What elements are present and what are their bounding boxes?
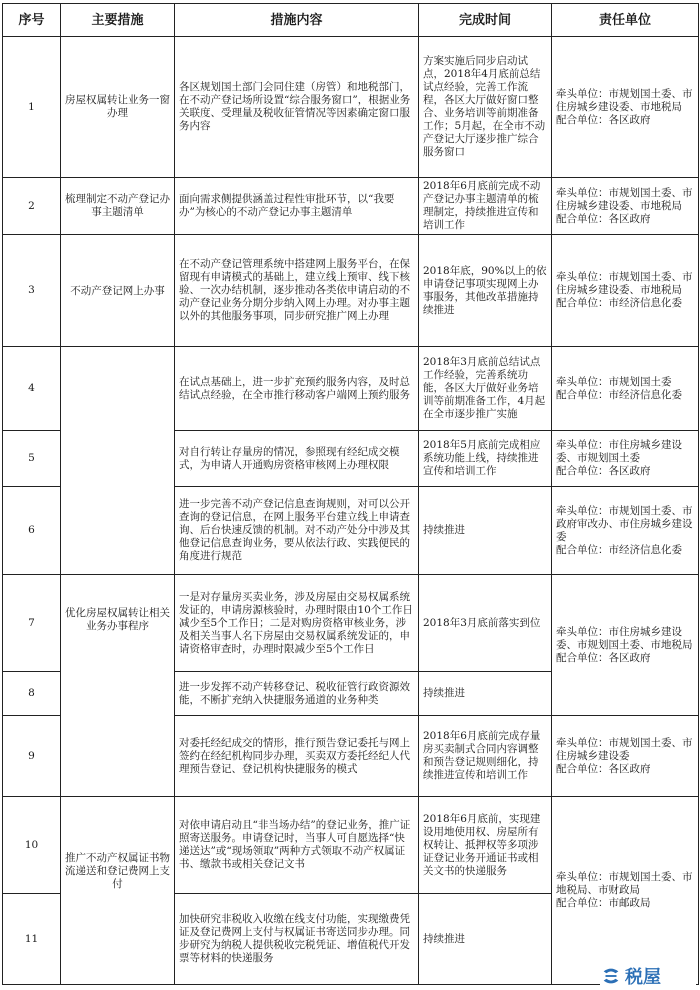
row-content: 对自行转让存量房的情况，参照现有经纪成交模式，为申请人开通购房资格审核网上办理权限 bbox=[175, 431, 419, 487]
row-time: 持续推进 bbox=[419, 487, 552, 575]
row-content: 对委托经纪成交的情形，推行预告登记委托与网上签约在经纪机构同步办理，买卖双方委托经纪人代理预告登记、登记机构快捷服务的模式 bbox=[175, 716, 419, 797]
header-content: 措施内容 bbox=[175, 4, 419, 37]
row-measure: 梳理制定不动产登记办事主题清单 bbox=[61, 178, 175, 235]
row-measure: 推广不动产权属证书物流递送和登记费网上支付 bbox=[61, 797, 175, 985]
measures-table bbox=[2, 3, 699, 985]
table-row bbox=[3, 37, 699, 178]
row-time: 2018年底，90%以上的依申请登记事项实现网上办事服务，其他改革措施持续推进 bbox=[419, 235, 552, 347]
row-unit: 牵头单位：市住房城乡建设委、市规划国土委、市地税局 配合单位：各区政府 bbox=[552, 575, 699, 716]
row-num: 1 bbox=[3, 37, 61, 178]
row-content: 在不动产登记管理系统中搭建网上服务平台，在保留现有申请模式的基础上，建立线上预审、线下核验、一次办结机制，逐步推动各类依申请启动的不动产登记业务分期分步纳入网上办理。对办事主题以外的其他服务事项，同步研究推广网上办理 bbox=[175, 235, 419, 347]
row-unit: 牵头单位：市规划国土委、市住房城乡建设委、市地税局 配合单位：各区政府 bbox=[552, 178, 699, 235]
logo-text: 税屋 bbox=[625, 967, 661, 988]
table-row bbox=[3, 797, 699, 894]
row-time: 2018年6月底前完成存量房买卖制式合同内容调整和预告登记规则细化，持续推进宣传和培训工作 bbox=[419, 716, 552, 797]
row-num: 2 bbox=[3, 178, 61, 235]
table-row bbox=[3, 347, 699, 431]
row-num: 6 bbox=[3, 487, 61, 575]
header-num: 序号 bbox=[3, 4, 61, 37]
row-num: 11 bbox=[3, 894, 61, 985]
watermark-logo bbox=[600, 964, 696, 988]
row-content: 各区规划国土部门会同住建（房管）和地税部门，在不动产登记场所设置“综合服务窗口”，根据业务关联度、受理量及税收征管情况等因素确定窗口服务内容 bbox=[175, 37, 419, 178]
header-unit: 责任单位 bbox=[552, 4, 699, 37]
header-measure: 主要措施 bbox=[61, 4, 175, 37]
row-time: 持续推进 bbox=[419, 894, 552, 985]
row-unit: 牵头单位：市规划国土委、市地税局、市财政局 配合单位：市邮政局 bbox=[552, 797, 699, 985]
row-num: 3 bbox=[3, 235, 61, 347]
header-time: 完成时间 bbox=[419, 4, 552, 37]
table-row bbox=[3, 235, 699, 347]
row-content: 一是对存量房买卖业务，涉及房屋由交易权属系统发证的，申请房源核验时，办理时限由10个工作日减少至5个工作日；二是对购房资格审核业务，涉及相关当事人名下房屋由交易权属系统发证的，申请资格审查时，办理时限减少至5个工作日 bbox=[175, 575, 419, 672]
row-unit: 牵头单位：市规划国土委 配合单位：市经济信息化委 bbox=[552, 347, 699, 431]
table-row bbox=[3, 178, 699, 235]
row-unit: 牵头单位：市规划国土委、市住房城乡建设委 配合单位：各区政府 bbox=[552, 716, 699, 797]
row-time: 2018年6月底前，实现建设用地使用权、房屋所有权转让、抵押权等多项涉证登记业务开通证书或相关文书的快递服务 bbox=[419, 797, 552, 894]
row-unit: 牵头单位：市规划国土委、市住房城乡建设委、市地税局 配合单位：市经济信息化委 bbox=[552, 235, 699, 347]
row-time: 2018年6月底前完成不动产登记办事主题清单的梳理制定，持续推进宣传和培训工作 bbox=[419, 178, 552, 235]
row-time: 2018年3月底前落实到位 bbox=[419, 575, 552, 672]
row-content: 加快研究非税收入收缴在线支付功能，实现缴费凭证及登记费网上支付与权属证书寄送同步办理。同步研究为纳税人提供税收完税凭证、增值税代开发票等材料的快递服务 bbox=[175, 894, 419, 985]
row-num: 9 bbox=[3, 716, 61, 797]
row-num: 4 bbox=[3, 347, 61, 431]
row-time: 2018年5月底前完成相应系统功能上线，持续推进宣传和培训工作 bbox=[419, 431, 552, 487]
row-num: 5 bbox=[3, 431, 61, 487]
row-unit: 牵头单位：市规划国土委、市政府审改办、市住房城乡建设委 配合单位：市经济信息化委 bbox=[552, 487, 699, 575]
row-measure-merged bbox=[61, 347, 175, 575]
row-num: 8 bbox=[3, 672, 61, 716]
row-content: 进一步发挥不动产转移登记、税收征管行政资源效能，不断扩充纳入快捷服务通道的业务种类 bbox=[175, 672, 419, 716]
row-content: 面向需求侧提供涵盖过程性审批环节，以“我要办”为核心的不动产登记办事主题清单 bbox=[175, 178, 419, 235]
row-unit: 牵头单位：市住房城乡建设委、市规划国土委 配合单位：各区政府 bbox=[552, 431, 699, 487]
table-header-row bbox=[3, 4, 699, 37]
row-time: 持续推进 bbox=[419, 672, 552, 716]
table-row bbox=[3, 575, 699, 672]
row-time: 2018年3月底前总结试点工作经验，完善系统功能，各区大厅做好业务培训等前期准备工作，4月起在全市逐步推广实施 bbox=[419, 347, 552, 431]
row-content: 对依申请启动且“非当场办结”的登记业务，推广证照寄送服务。申请登记时，当事人可自愿选择“快递送达”或“现场领取”两种方式领取不动产权属证书、缴款书或相关登记文书 bbox=[175, 797, 419, 894]
row-measure: 优化房屋权属转让相关业务办事程序 bbox=[61, 575, 175, 797]
row-time: 方案实施后同步启动试点，2018年4月底前总结试点经验，完善工作流程，各区大厅做好窗口整合、业务培训等前期准备工作；5月起，在全市不动产登记大厅逐步推广综合服务窗口 bbox=[419, 37, 552, 178]
row-num: 10 bbox=[3, 797, 61, 894]
row-content: 在试点基础上，进一步扩充预约服务内容，及时总结试点经验，在全市推行移动客户端网上预约服务 bbox=[175, 347, 419, 431]
row-measure: 不动产登记网上办事 bbox=[61, 235, 175, 347]
tax-house-logo-icon bbox=[600, 965, 622, 987]
row-num: 7 bbox=[3, 575, 61, 672]
row-measure: 房屋权属转让业务一窗办理 bbox=[61, 37, 175, 178]
row-content: 进一步完善不动产登记信息查询规则，对可以公开查询的登记信息，在网上服务平台建立线上申请查询、后台快速反馈的机制。对不动产处分中涉及其他登记信息查询业务，要从依法行政、实践便民的角度进行规范 bbox=[175, 487, 419, 575]
row-unit: 牵头单位：市规划国土委、市住房城乡建设委、市地税局 配合单位：各区政府 bbox=[552, 37, 699, 178]
